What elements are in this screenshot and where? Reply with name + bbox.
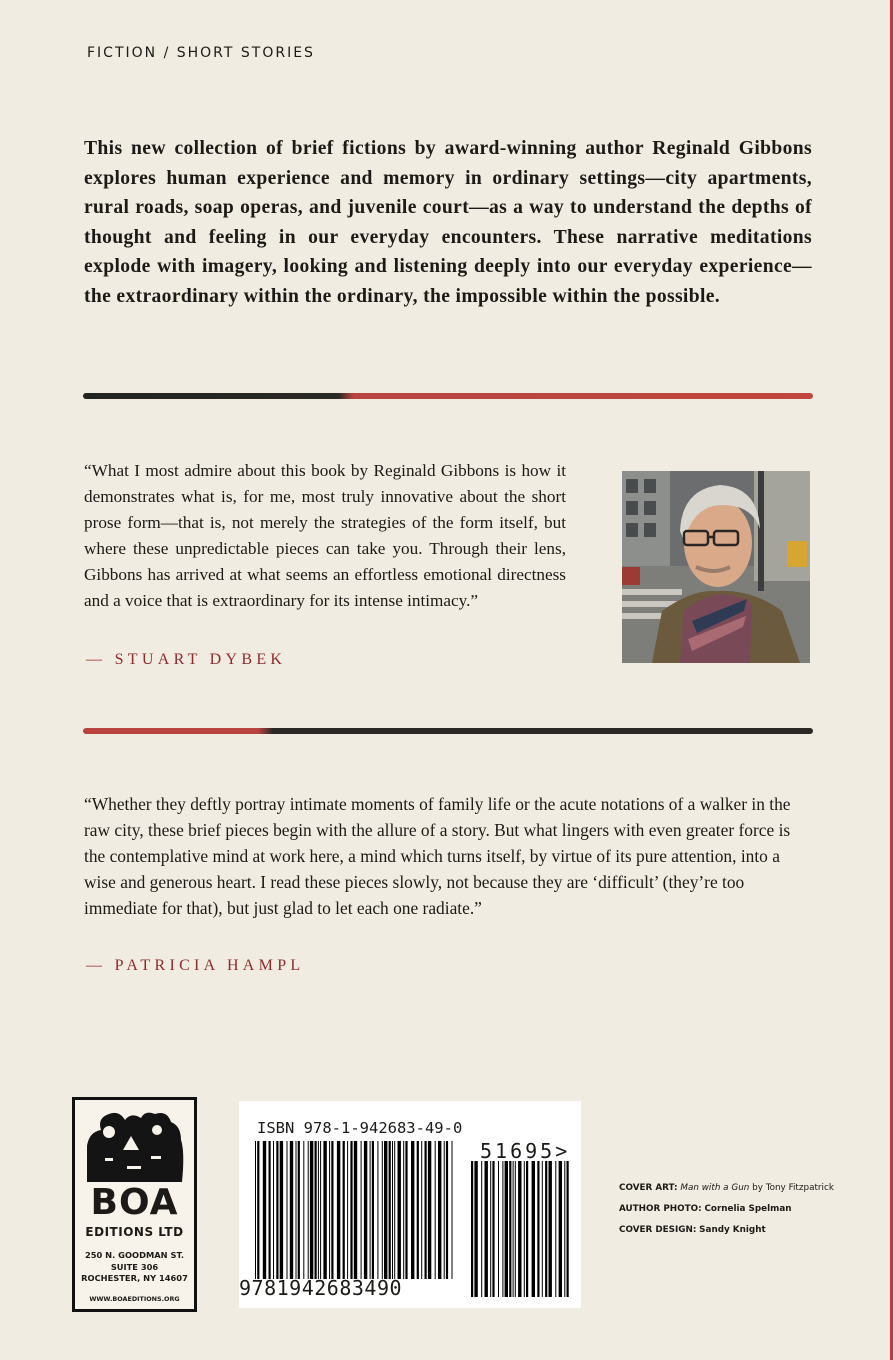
publisher-subtitle: EDITIONS LTD (85, 1225, 184, 1239)
barcode-bar (485, 1161, 488, 1297)
ean-digits: 9781942683490 (239, 1276, 403, 1300)
publisher-website: WWW.BOAEDITIONS.ORG (89, 1295, 180, 1303)
barcode-bar (545, 1161, 547, 1297)
barcode-bar (490, 1161, 491, 1297)
barcode-bar (435, 1141, 436, 1279)
address-line: 250 N. GOODMAN ST. (84, 1250, 185, 1260)
barcode-bar (392, 1141, 393, 1279)
barcode-bar (318, 1141, 319, 1279)
endorsement-quote-2: “Whether they deftly portray intimate moments of family life or the acute notations of a walker in the raw city, these brief pieces begin with the allure of a story. But what lingers with even greater force is the contemplative mind at work here, a mind which turns itself, by virtue of its pure attention, into a wise and generous heart. I read these pieces slowly, not because they are ‘difficult’ (they’re too immediate for that), but just glad to let each one radiate.” (84, 794, 791, 918)
price-code: 51695> (480, 1139, 571, 1163)
barcode-bar (364, 1141, 367, 1279)
credit-cover-art (619, 1178, 834, 1199)
barcode-bar (481, 1161, 482, 1297)
endorsement-attribution-1: — STUART DYBEK (86, 651, 287, 668)
barcode-bar (255, 1141, 256, 1279)
credit-author-photo (619, 1199, 834, 1220)
barcode-bar (567, 1161, 569, 1297)
barcode-bar (315, 1141, 317, 1279)
barcode-bar (526, 1161, 528, 1297)
barcode-bar (498, 1161, 499, 1297)
barcode-bar (377, 1141, 378, 1279)
barcode-bar (287, 1141, 288, 1279)
barcode-bar (337, 1141, 340, 1279)
divider-rule-bottom (83, 728, 813, 734)
endorsement-quote-1: “What I most admire about this book by Reginald Gibbons is how it demonstrates what is, for me, most truly innovative about the short prose form—that is, not merely the strategies of the form itself, but where these unpredictable pieces can take you. Through their lens, Gibbons has arrived at what seems an effortless emotional directness and a voice that is extraordinary for its intense intimacy.” (84, 461, 566, 610)
cover-credits (619, 1178, 834, 1241)
publisher-logo (72, 1097, 197, 1312)
barcode-bar (524, 1161, 525, 1297)
credit-cover-design (619, 1220, 834, 1241)
barcode-bar (273, 1141, 274, 1279)
barcode-bar (446, 1141, 448, 1279)
barcode-bar (421, 1141, 422, 1279)
barcode-bar (398, 1141, 401, 1279)
barcode-bar (343, 1141, 345, 1279)
barcode-bar (559, 1161, 562, 1297)
barcode-bar (394, 1141, 395, 1279)
credit-label: COVER DESIGN: (619, 1225, 697, 1235)
barcode-bar (389, 1141, 391, 1279)
barcode-bar (502, 1161, 503, 1297)
barcode-bar (382, 1141, 383, 1279)
barcode-bar (537, 1161, 539, 1297)
barcode-bar (329, 1141, 330, 1279)
barcode-bar (361, 1141, 362, 1279)
publisher-address (75, 1250, 194, 1285)
barcode-bar (405, 1141, 407, 1279)
barcode-bar (298, 1141, 300, 1279)
address-line: SUITE 306 (110, 1261, 159, 1272)
barcode-bar (384, 1141, 387, 1279)
barcode-bar (438, 1141, 441, 1279)
barcode-bar (350, 1141, 352, 1279)
barcode-bar (347, 1141, 348, 1279)
barcode-bar (452, 1141, 453, 1279)
barcode-bar (542, 1161, 543, 1297)
barcode-bar (303, 1141, 304, 1279)
barcode-bar (257, 1141, 259, 1279)
barcode-bar (411, 1141, 414, 1279)
barcode-bar (296, 1141, 297, 1279)
barcode-bar (290, 1141, 293, 1279)
barcode-bar (310, 1141, 313, 1279)
category-label: FICTION / SHORT STORIES (87, 45, 315, 61)
barcode-bar (269, 1141, 271, 1279)
barcode-bar (370, 1141, 371, 1279)
barcode-bar (564, 1161, 565, 1297)
endorsement-attribution-2: — PATRICIA HAMPL (86, 957, 305, 974)
artwork-title: Man with a Gun (680, 1183, 750, 1193)
divider-rule-top (83, 393, 813, 399)
barcode-bar (518, 1161, 521, 1297)
publisher-emblem-icon (83, 1106, 186, 1182)
credit-label: AUTHOR PHOTO: (619, 1204, 702, 1214)
publisher-name: BOA (90, 1182, 179, 1223)
author-photo (622, 471, 810, 663)
barcode-bar (331, 1141, 333, 1279)
isbn-barcode (239, 1101, 581, 1308)
barcode-bar (425, 1141, 427, 1279)
barcode-bar (509, 1161, 511, 1297)
barcode-bar (555, 1161, 556, 1297)
barcode-bar (308, 1141, 309, 1279)
barcode-bar (444, 1141, 445, 1279)
barcode-bar (515, 1161, 516, 1297)
barcode-bar (549, 1161, 552, 1297)
barcode-bar (417, 1141, 419, 1279)
barcode-bar (474, 1161, 477, 1297)
artist-name: by Tony Fitzpatrick (752, 1183, 834, 1193)
barcode-bar (492, 1161, 494, 1297)
barcode-bar (320, 1141, 321, 1279)
barcode-bar (513, 1161, 514, 1297)
barcode-bar (372, 1141, 374, 1279)
credit-label: COVER ART: (619, 1183, 678, 1193)
barcode-bar (532, 1161, 535, 1297)
barcode-bar (263, 1141, 266, 1279)
barcode-bar (428, 1141, 431, 1279)
book-description: This new collection of brief fictions by award-winning author Reginald Gibbons explores human experience and memory in ordinary settings—city apartments, rural roads, soap operas, and juvenile court—as a way to understand the depths of thought and feeling in our everyday encounters. These narrative meditations explode with imagery, looking and listening deeply into our everyday experience—the extraordinary within the ordinary, the impossible within the possible. (84, 138, 812, 307)
barcode-bar (403, 1141, 404, 1279)
photographer-name: Cornelia Spelman (704, 1204, 792, 1214)
address-line: ROCHESTER, NY 14607 (81, 1273, 188, 1283)
barcode-bar (276, 1141, 278, 1279)
barcode-bar (280, 1141, 283, 1279)
barcode-bar (471, 1161, 473, 1297)
barcode-bar (505, 1161, 508, 1297)
barcode-bar (354, 1141, 357, 1279)
barcode-bar (323, 1141, 326, 1279)
designer-name: Sandy Knight (699, 1225, 766, 1235)
isbn-label: ISBN 978-1-942683-49-0 (257, 1119, 463, 1137)
